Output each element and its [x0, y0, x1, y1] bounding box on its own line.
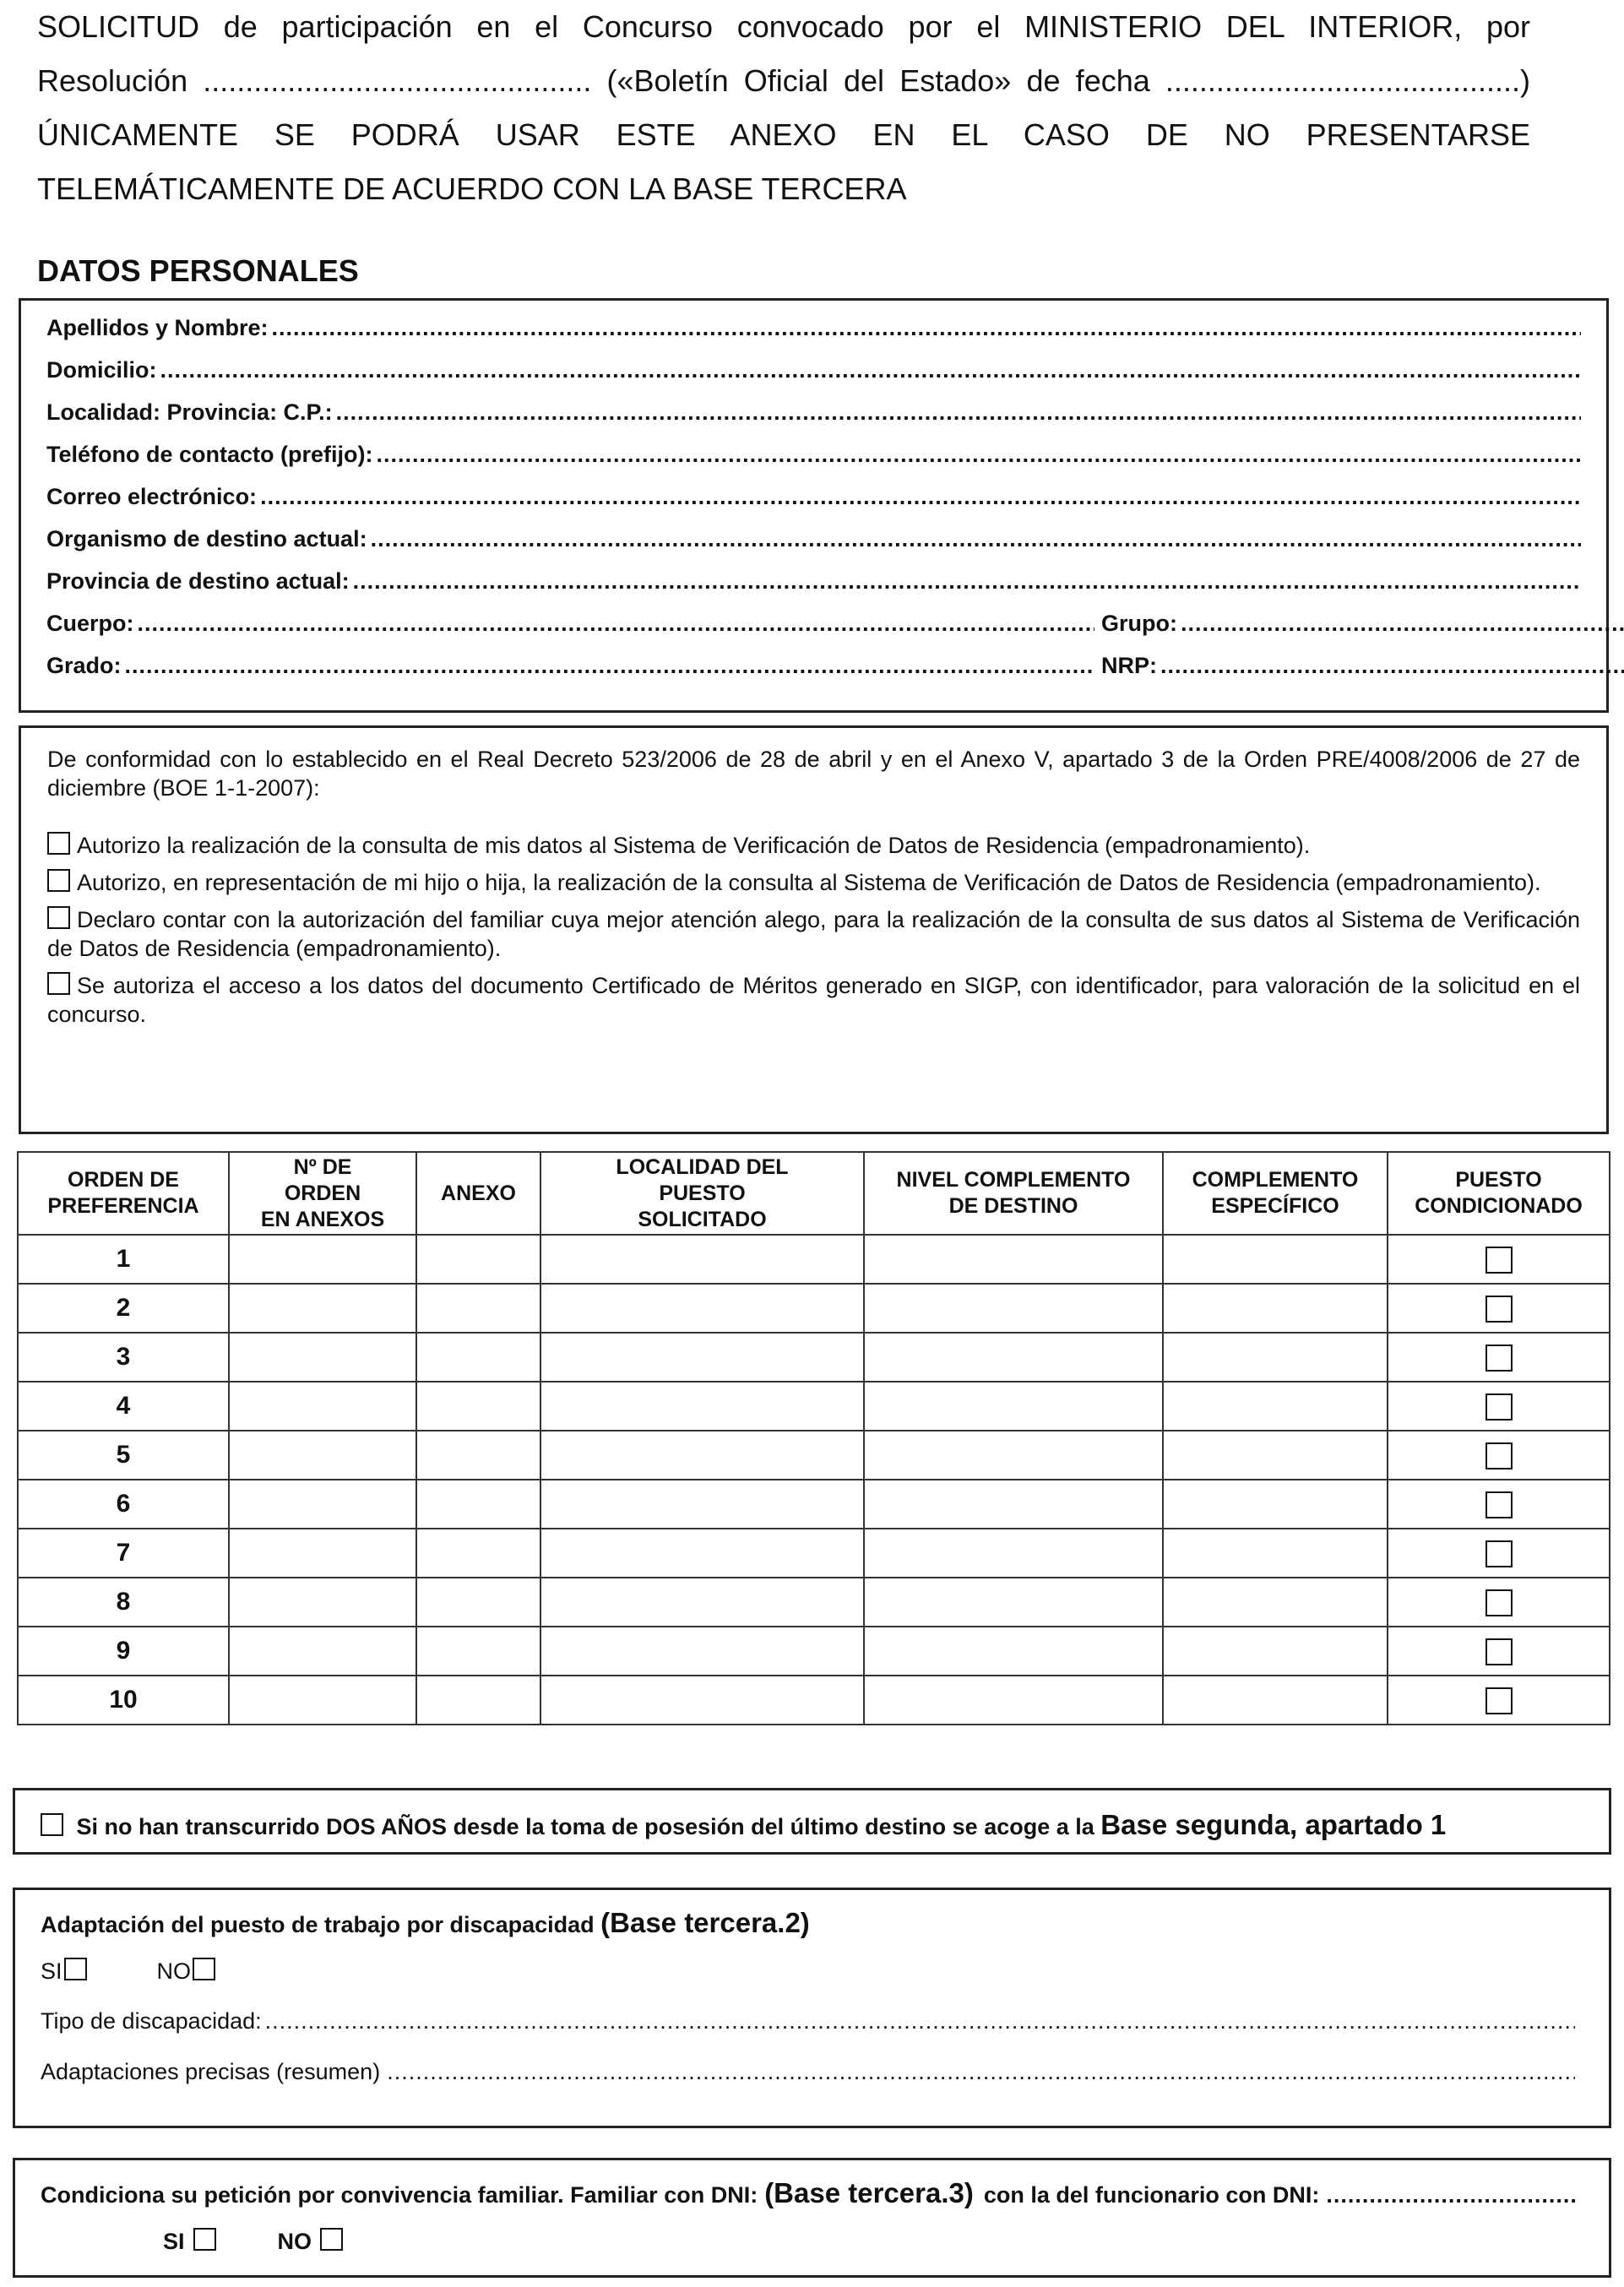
fill-line[interactable]: [336, 399, 1581, 426]
puesto-condicionado-checkbox[interactable]: [1485, 1442, 1513, 1469]
field-label: Provincia de destino actual:: [46, 568, 350, 594]
field-nrp[interactable]: [1101, 653, 1624, 679]
table-cell: [1388, 1529, 1610, 1578]
table-row: [18, 1382, 1610, 1431]
table-cell[interactable]: [1163, 1578, 1388, 1627]
field-grupo[interactable]: [1101, 611, 1624, 637]
puesto-condicionado-checkbox[interactable]: [1485, 1540, 1513, 1567]
field-domicilio[interactable]: [46, 357, 1581, 383]
table-row: [18, 1480, 1610, 1529]
checkbox[interactable]: [47, 906, 70, 929]
consent-item: [47, 868, 1580, 897]
table-cell[interactable]: [416, 1382, 540, 1431]
no-checkbox[interactable]: [320, 2228, 343, 2251]
table-cell[interactable]: [1163, 1382, 1388, 1431]
table-cell: [1388, 1578, 1610, 1627]
fill-line[interactable]: [371, 526, 1581, 552]
table-cell[interactable]: [864, 1235, 1163, 1284]
consent-text: Autorizo la realización de la consulta de mis datos al Sistema de Verificación de Datos de Residencia (empadronamiento).: [77, 833, 1311, 858]
header: [37, 0, 1530, 216]
header-line: SOLICITUD de participación en el Concurso convocado por el MINISTERIO DEL INTERIOR, por: [37, 9, 1530, 44]
personal-data-box: [19, 298, 1609, 713]
table-row: [18, 1627, 1610, 1676]
table-cell[interactable]: [416, 1235, 540, 1284]
puesto-condicionado-checkbox[interactable]: [1485, 1296, 1513, 1323]
preference-number: 5: [18, 1431, 229, 1480]
column-header: PUESTO CONDICIONADO: [1388, 1152, 1610, 1235]
table-cell[interactable]: [229, 1578, 416, 1627]
field-label: Tipo de discapacidad:: [41, 2008, 262, 2034]
table-cell: [1388, 1235, 1610, 1284]
si-checkbox[interactable]: [64, 1958, 87, 1980]
field-grado-nrp: [46, 653, 1581, 679]
table-cell[interactable]: [416, 1333, 540, 1382]
table-cell[interactable]: [1163, 1284, 1388, 1333]
field-label: Domicilio:: [46, 357, 157, 383]
table-cell[interactable]: [540, 1480, 864, 1529]
consent-item: [47, 905, 1580, 963]
table-cell[interactable]: [540, 1284, 864, 1333]
table-cell[interactable]: [864, 1480, 1163, 1529]
table-cell: [1388, 1627, 1610, 1676]
preference-number: 2: [18, 1284, 229, 1333]
table-cell[interactable]: [1163, 1627, 1388, 1676]
field-cuerpo-grupo: [46, 611, 1581, 637]
no-checkbox[interactable]: [193, 1958, 215, 1980]
header-line: TELEMÁTICAMENTE DE ACUERDO CON LA BASE TERCERA: [37, 171, 907, 206]
field-tipo-discapacidad[interactable]: [41, 2008, 1575, 2034]
table-cell[interactable]: [229, 1382, 416, 1431]
table-cell[interactable]: [1163, 1235, 1388, 1284]
table-cell[interactable]: [1163, 1676, 1388, 1725]
field-provincia-destino[interactable]: [46, 568, 1581, 595]
fill-line[interactable]: [1326, 2182, 1575, 2208]
si-label: SI: [41, 1958, 62, 1984]
table-cell: [1388, 1333, 1610, 1382]
field-localidad[interactable]: [46, 399, 1581, 426]
table-cell[interactable]: [864, 1529, 1163, 1578]
field-label: Apellidos y Nombre:: [46, 315, 269, 340]
table-cell[interactable]: [229, 1676, 416, 1725]
table-cell[interactable]: [416, 1676, 540, 1725]
table-row: [18, 1235, 1610, 1284]
puesto-condicionado-checkbox[interactable]: [1485, 1491, 1513, 1518]
table-row: [18, 1431, 1610, 1480]
table-cell[interactable]: [416, 1529, 540, 1578]
puesto-condicionado-checkbox[interactable]: [1485, 1247, 1513, 1274]
dos-anios-ref: Base segunda, apartado 1: [1100, 1809, 1447, 1840]
preference-number: 10: [18, 1676, 229, 1725]
table-row: [18, 1578, 1610, 1627]
table-cell[interactable]: [416, 1480, 540, 1529]
table-cell[interactable]: [1163, 1480, 1388, 1529]
convivencia-box: [13, 2158, 1611, 2278]
table-cell[interactable]: [540, 1529, 864, 1578]
fill-line[interactable]: [272, 315, 1581, 341]
table-cell[interactable]: [229, 1480, 416, 1529]
checkbox[interactable]: [47, 832, 70, 855]
dos-anios-text: Si no han transcurrido DOS AÑOS desde la toma de posesión del último destino se acoge a la: [76, 1814, 1094, 1839]
puesto-condicionado-checkbox[interactable]: [1485, 1589, 1513, 1616]
preferences-table: [17, 1151, 1610, 1725]
fill-line[interactable]: [125, 653, 1094, 679]
table-cell[interactable]: [229, 1284, 416, 1333]
column-header: ORDEN DE PREFERENCIA: [18, 1152, 229, 1235]
table-cell[interactable]: [229, 1529, 416, 1578]
table-cell: [1388, 1284, 1610, 1333]
table-cell[interactable]: [229, 1431, 416, 1480]
puesto-condicionado-checkbox[interactable]: [1485, 1344, 1513, 1372]
field-label: Grado:: [46, 653, 122, 678]
column-header: Nº DE ORDEN EN ANEXOS: [229, 1152, 416, 1235]
table-cell[interactable]: [416, 1578, 540, 1627]
table-cell[interactable]: [540, 1333, 864, 1382]
preference-number: 8: [18, 1578, 229, 1627]
table-cell[interactable]: [1163, 1431, 1388, 1480]
field-apellidos-nombre[interactable]: [46, 315, 1581, 341]
column-header: COMPLEMENTO ESPECÍFICO: [1163, 1152, 1388, 1235]
fill-line[interactable]: [353, 568, 1581, 595]
table-cell[interactable]: [540, 1431, 864, 1480]
field-telefono[interactable]: [46, 442, 1581, 468]
consent-item: [47, 971, 1580, 1029]
fill-line[interactable]: [1160, 653, 1624, 679]
preference-number: 7: [18, 1529, 229, 1578]
field-label: NRP:: [1101, 653, 1157, 678]
table-cell[interactable]: [864, 1382, 1163, 1431]
table-cell[interactable]: [416, 1431, 540, 1480]
table-cell[interactable]: [864, 1333, 1163, 1382]
preference-number: 6: [18, 1480, 229, 1529]
table-header-row: [18, 1152, 1610, 1235]
no-label: NO: [156, 1958, 192, 1984]
table-cell: [1388, 1382, 1610, 1431]
fill-line[interactable]: [377, 442, 1582, 468]
consent-intro: De conformidad con lo establecido en el Real Decreto 523/2006 de 28 de abril y en el Anexo V, apartado 3 de la Orden PRE/4008/2006 de 27 de diciembre (BOE 1-1-2007):: [47, 747, 1580, 801]
checkbox[interactable]: [47, 869, 70, 892]
table-row: [18, 1676, 1610, 1725]
field-label: Grupo:: [1101, 611, 1177, 636]
table-cell[interactable]: [864, 1627, 1163, 1676]
table-cell[interactable]: [1163, 1333, 1388, 1382]
consent-text: Declaro contar con la autorización del familiar cuya mejor atención alego, para la realización de la consulta de sus datos al Sistema de Verificación de Datos de Residencia (empadronamiento).: [47, 907, 1580, 961]
preference-number: 1: [18, 1235, 229, 1284]
table-row: [18, 1333, 1610, 1382]
table-cell: [1388, 1480, 1610, 1529]
table-cell[interactable]: [416, 1627, 540, 1676]
section-title-datos-personales: DATOS PERSONALES: [37, 253, 359, 288]
dos-anios-box: [13, 1788, 1611, 1855]
column-header: ANEXO: [416, 1152, 540, 1235]
convivencia-text-2: con la del funcionario con DNI:: [983, 2182, 1320, 2208]
table-cell[interactable]: [864, 1284, 1163, 1333]
table-cell: [1388, 1676, 1610, 1725]
checkbox[interactable]: [41, 1813, 63, 1836]
table-cell[interactable]: [864, 1578, 1163, 1627]
field-label: Organismo de destino actual:: [46, 526, 367, 551]
convivencia-text: Condiciona su petición por convivencia familiar. Familiar con DNI:: [41, 2182, 758, 2208]
table-cell[interactable]: [540, 1578, 864, 1627]
table-cell: [1388, 1431, 1610, 1480]
header-line: Resolución .............................................. («Boletín Oficial del Estado» de fecha ..........................................): [37, 63, 1530, 98]
fill-line[interactable]: [160, 357, 1581, 383]
table-row: [18, 1529, 1610, 1578]
table-cell[interactable]: [540, 1382, 864, 1431]
table-cell[interactable]: [1163, 1529, 1388, 1578]
table-cell[interactable]: [229, 1235, 416, 1284]
table-cell[interactable]: [540, 1627, 864, 1676]
field-cuerpo[interactable]: [46, 611, 1094, 637]
puesto-condicionado-checkbox[interactable]: [1485, 1393, 1513, 1421]
fill-line[interactable]: [1181, 611, 1624, 637]
consent-text: Autorizo, en representación de mi hijo o hija, la realización de la consulta al Sistema de Verificación de Datos de Residencia (empadronamiento).: [77, 870, 1541, 895]
fill-line[interactable]: [138, 611, 1095, 637]
fill-line[interactable]: [265, 2008, 1575, 2034]
adaptacion-title: Adaptación del puesto de trabajo por discapacidad: [41, 1912, 595, 1937]
adaptacion-box: [13, 1888, 1611, 2128]
checkbox[interactable]: [47, 972, 70, 995]
column-header: NIVEL COMPLEMENTO DE DESTINO: [864, 1152, 1163, 1235]
table-cell[interactable]: [864, 1431, 1163, 1480]
adaptacion-ref: (Base tercera.2): [600, 1907, 810, 1938]
preference-number: 9: [18, 1627, 229, 1676]
preference-number: 3: [18, 1333, 229, 1382]
no-label: NO: [277, 2229, 312, 2254]
consent-box: [19, 725, 1609, 1134]
column-header: LOCALIDAD DEL PUESTO SOLICITADO: [540, 1152, 864, 1235]
si-checkbox[interactable]: [193, 2228, 216, 2251]
table-cell[interactable]: [416, 1284, 540, 1333]
convivencia-ref: (Base tercera.3): [764, 2177, 974, 2208]
fill-line[interactable]: [387, 2059, 1575, 2085]
consent-text: Se autoriza el acceso a los datos del documento Certificado de Méritos generado en SIGP, con identificador, para valoración de la solicitud en el concurso.: [47, 973, 1580, 1027]
field-label: Adaptaciones precisas (resumen): [41, 2059, 381, 2084]
field-label: Localidad: Provincia: C.P.:: [46, 399, 333, 425]
puesto-condicionado-checkbox[interactable]: [1485, 1638, 1513, 1665]
table-cell[interactable]: [229, 1627, 416, 1676]
fill-line[interactable]: [260, 484, 1581, 510]
si-label: SI: [163, 2229, 185, 2254]
table-cell[interactable]: [540, 1235, 864, 1284]
field-correo[interactable]: [46, 484, 1581, 510]
table-cell[interactable]: [540, 1676, 864, 1725]
puesto-condicionado-checkbox[interactable]: [1485, 1687, 1513, 1714]
header-line: ÚNICAMENTE SE PODRÁ USAR ESTE ANEXO EN EL CASO DE NO PRESENTARSE: [37, 117, 1530, 152]
field-grado[interactable]: [46, 653, 1094, 679]
table-cell[interactable]: [229, 1333, 416, 1382]
consent-item: [47, 831, 1580, 860]
field-adaptaciones[interactable]: [41, 2059, 1575, 2085]
field-label: Cuerpo:: [46, 611, 134, 636]
field-label: Teléfono de contacto (prefijo):: [46, 442, 373, 467]
table-cell[interactable]: [864, 1676, 1163, 1725]
field-organismo[interactable]: [46, 526, 1581, 552]
table-row: [18, 1284, 1610, 1333]
preference-number: 4: [18, 1382, 229, 1431]
field-label: Correo electrónico:: [46, 484, 258, 509]
